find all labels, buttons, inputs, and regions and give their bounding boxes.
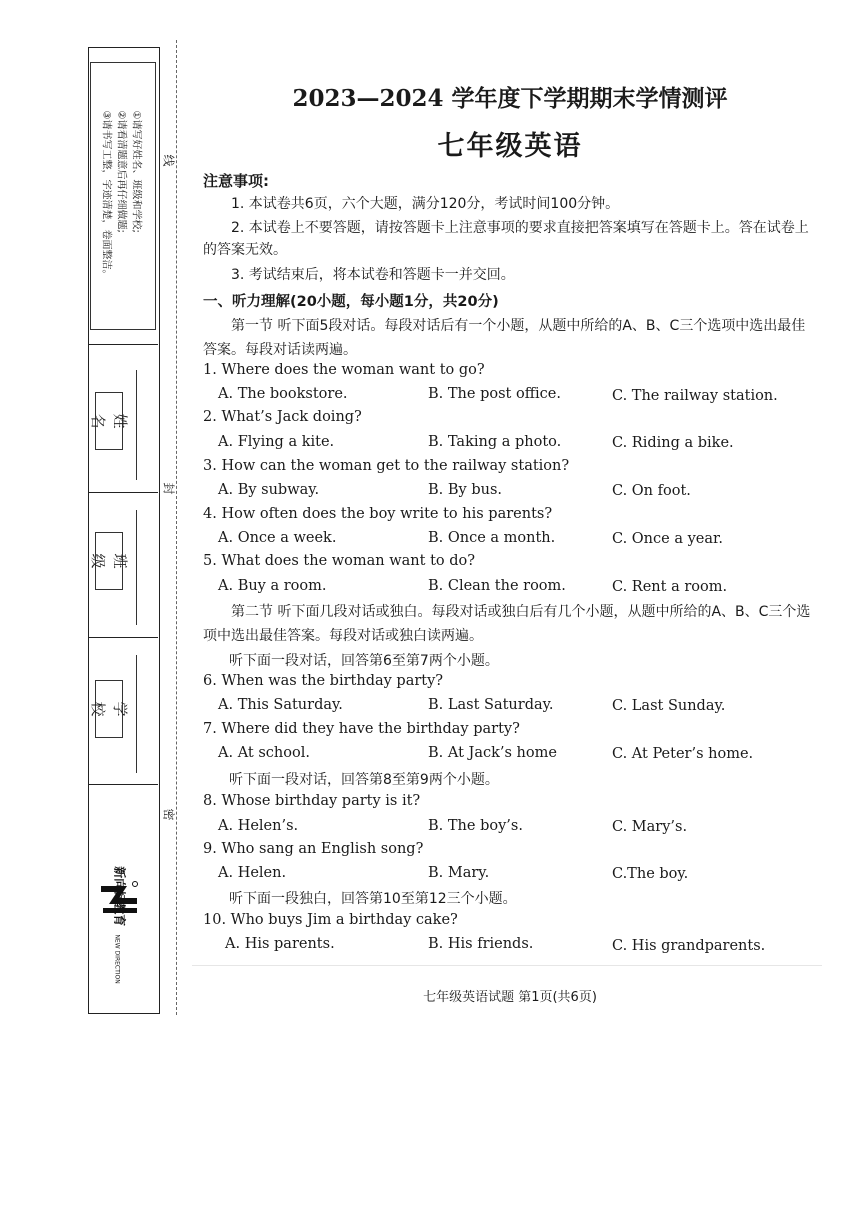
q5-option-c[interactable]: C. Rent a room. bbox=[612, 579, 728, 595]
name-label: 姓 名 bbox=[95, 392, 123, 450]
note-item-1: 1. 本试卷共6页，六个大题，满分120分，考试时间100分钟。 bbox=[231, 196, 620, 212]
notice-line-3: ③请书写工整，字迹清楚，卷面整洁。 bbox=[100, 110, 112, 280]
school-field[interactable] bbox=[136, 655, 137, 773]
question-6: 6. When was the birthday party? bbox=[203, 673, 444, 689]
notes-heading: 注意事项: bbox=[203, 172, 269, 190]
class-label: 班 级 bbox=[95, 532, 123, 590]
question-10: 10. Who buys Jim a birthday cake? bbox=[203, 912, 458, 928]
question-2: 2. What’s Jack doing? bbox=[203, 409, 362, 425]
q8-option-b[interactable]: B. The boy’s. bbox=[428, 818, 523, 834]
notice-line-2: ②请看清题意后再仔细做题; bbox=[115, 110, 127, 233]
logo-text: 新向标教育 NEW DIRECTION bbox=[112, 866, 127, 984]
section-heading-listening: 一、听力理解(20小题，每小题1分，共20分) bbox=[203, 294, 499, 310]
class-field[interactable] bbox=[136, 510, 137, 625]
strip-divider bbox=[88, 784, 158, 785]
note-item-2: 2. 本试卷上不要答题，请按答题卡上注意事项的要求直接把答案填写在答题卡上。答在试卷上的答案无效。 bbox=[203, 220, 809, 258]
cut-line bbox=[176, 40, 177, 1015]
q4-option-c[interactable]: C. Once a year. bbox=[612, 531, 723, 547]
candidate-notice bbox=[99, 111, 144, 280]
q8-option-a[interactable]: A. Helen’s. bbox=[218, 818, 299, 834]
q7-option-a[interactable]: A. At school. bbox=[218, 745, 310, 761]
question-9: 9. Who sang an English song? bbox=[203, 841, 424, 857]
part1-instructions: 第一节 听下面5段对话。每段对话后有一个小题，从题中所给的A、B、C三个选项中选出最佳答案。每段对话读两遍。 bbox=[203, 318, 806, 358]
exam-subject: 七年级英语 bbox=[437, 131, 583, 162]
note-item-3: 3. 考试结束后，将本试卷和答题卡一并交回。 bbox=[231, 267, 515, 283]
divider bbox=[192, 965, 822, 966]
q8-option-c[interactable]: C. Mary’s. bbox=[612, 819, 688, 835]
cut-mark-seal: 封 bbox=[161, 482, 176, 495]
strip-divider bbox=[88, 637, 158, 638]
school-label: 学 校 bbox=[95, 680, 123, 738]
strip-divider bbox=[88, 344, 158, 345]
page-footer: 七年级英语试题 第1页(共6页) bbox=[423, 990, 597, 1005]
lead-questions-6-7: 听下面一段对话，回答第6至第7两个小题。 bbox=[229, 653, 499, 669]
cut-mark-line: 线 bbox=[161, 154, 176, 167]
q3-option-c[interactable]: C. On foot. bbox=[612, 483, 691, 499]
name-field[interactable] bbox=[136, 370, 137, 480]
q7-option-b[interactable]: B. At Jack’s home bbox=[428, 745, 557, 761]
q9-option-c[interactable]: C.The boy. bbox=[612, 866, 689, 882]
q10-option-b[interactable]: B. His friends. bbox=[428, 936, 534, 952]
strip-divider bbox=[88, 492, 158, 493]
q2-option-c[interactable]: C. Riding a bike. bbox=[612, 435, 734, 451]
q1-option-a[interactable]: A. The bookstore. bbox=[218, 386, 348, 402]
q3-option-b[interactable]: B. By bus. bbox=[428, 482, 503, 498]
q5-option-b[interactable]: B. Clean the room. bbox=[428, 578, 566, 594]
q4-option-b[interactable]: B. Once a month. bbox=[428, 530, 556, 546]
question-3: 3. How can the woman get to the railway station? bbox=[203, 458, 570, 474]
question-8: 8. Whose birthday party is it? bbox=[203, 793, 421, 809]
q6-option-b[interactable]: B. Last Saturday. bbox=[428, 697, 554, 713]
q2-option-a[interactable]: A. Flying a kite. bbox=[218, 434, 335, 450]
lead-questions-8-9: 听下面一段对话，回答第8至第9两个小题。 bbox=[229, 772, 499, 788]
q2-option-b[interactable]: B. Taking a photo. bbox=[428, 434, 562, 450]
question-7: 7. Where did they have the birthday party? bbox=[203, 721, 520, 737]
exam-title: 2023—2024 学年度下学期期末学情测评 bbox=[292, 85, 728, 112]
question-1: 1. Where does the woman want to go? bbox=[203, 362, 485, 378]
q6-option-a[interactable]: A. This Saturday. bbox=[218, 697, 343, 713]
q9-option-b[interactable]: B. Mary. bbox=[428, 865, 490, 881]
q5-option-a[interactable]: A. Buy a room. bbox=[218, 578, 327, 594]
question-4: 4. How often does the boy write to his parents? bbox=[203, 506, 553, 522]
q7-option-c[interactable]: C. At Peter’s home. bbox=[612, 746, 754, 762]
cut-mark-secret: 密 bbox=[161, 808, 176, 821]
q6-option-c[interactable]: C. Last Sunday. bbox=[612, 698, 726, 714]
q3-option-a[interactable]: A. By subway. bbox=[218, 482, 320, 498]
part2-instructions: 第二节 听下面几段对话或独白。每段对话或独白后有几个小题，从题中所给的A、B、C三个选项中选出最佳答案。每段对话或独白读两遍。 bbox=[203, 604, 811, 644]
notice-line-1: ①请写好姓名、班级和学校; bbox=[130, 110, 142, 233]
lead-questions-10-12: 听下面一段独白，回答第10至第12三个小题。 bbox=[229, 891, 517, 907]
q10-option-c[interactable]: C. His grandparents. bbox=[612, 938, 766, 954]
q1-option-b[interactable]: B. The post office. bbox=[428, 386, 561, 402]
q10-option-a[interactable]: A. His parents. bbox=[225, 936, 335, 952]
question-5: 5. What does the woman want to do? bbox=[203, 553, 476, 569]
q9-option-a[interactable]: A. Helen. bbox=[218, 865, 287, 881]
q1-option-c[interactable]: C. The railway station. bbox=[612, 388, 778, 404]
q4-option-a[interactable]: A. Once a week. bbox=[218, 530, 337, 546]
